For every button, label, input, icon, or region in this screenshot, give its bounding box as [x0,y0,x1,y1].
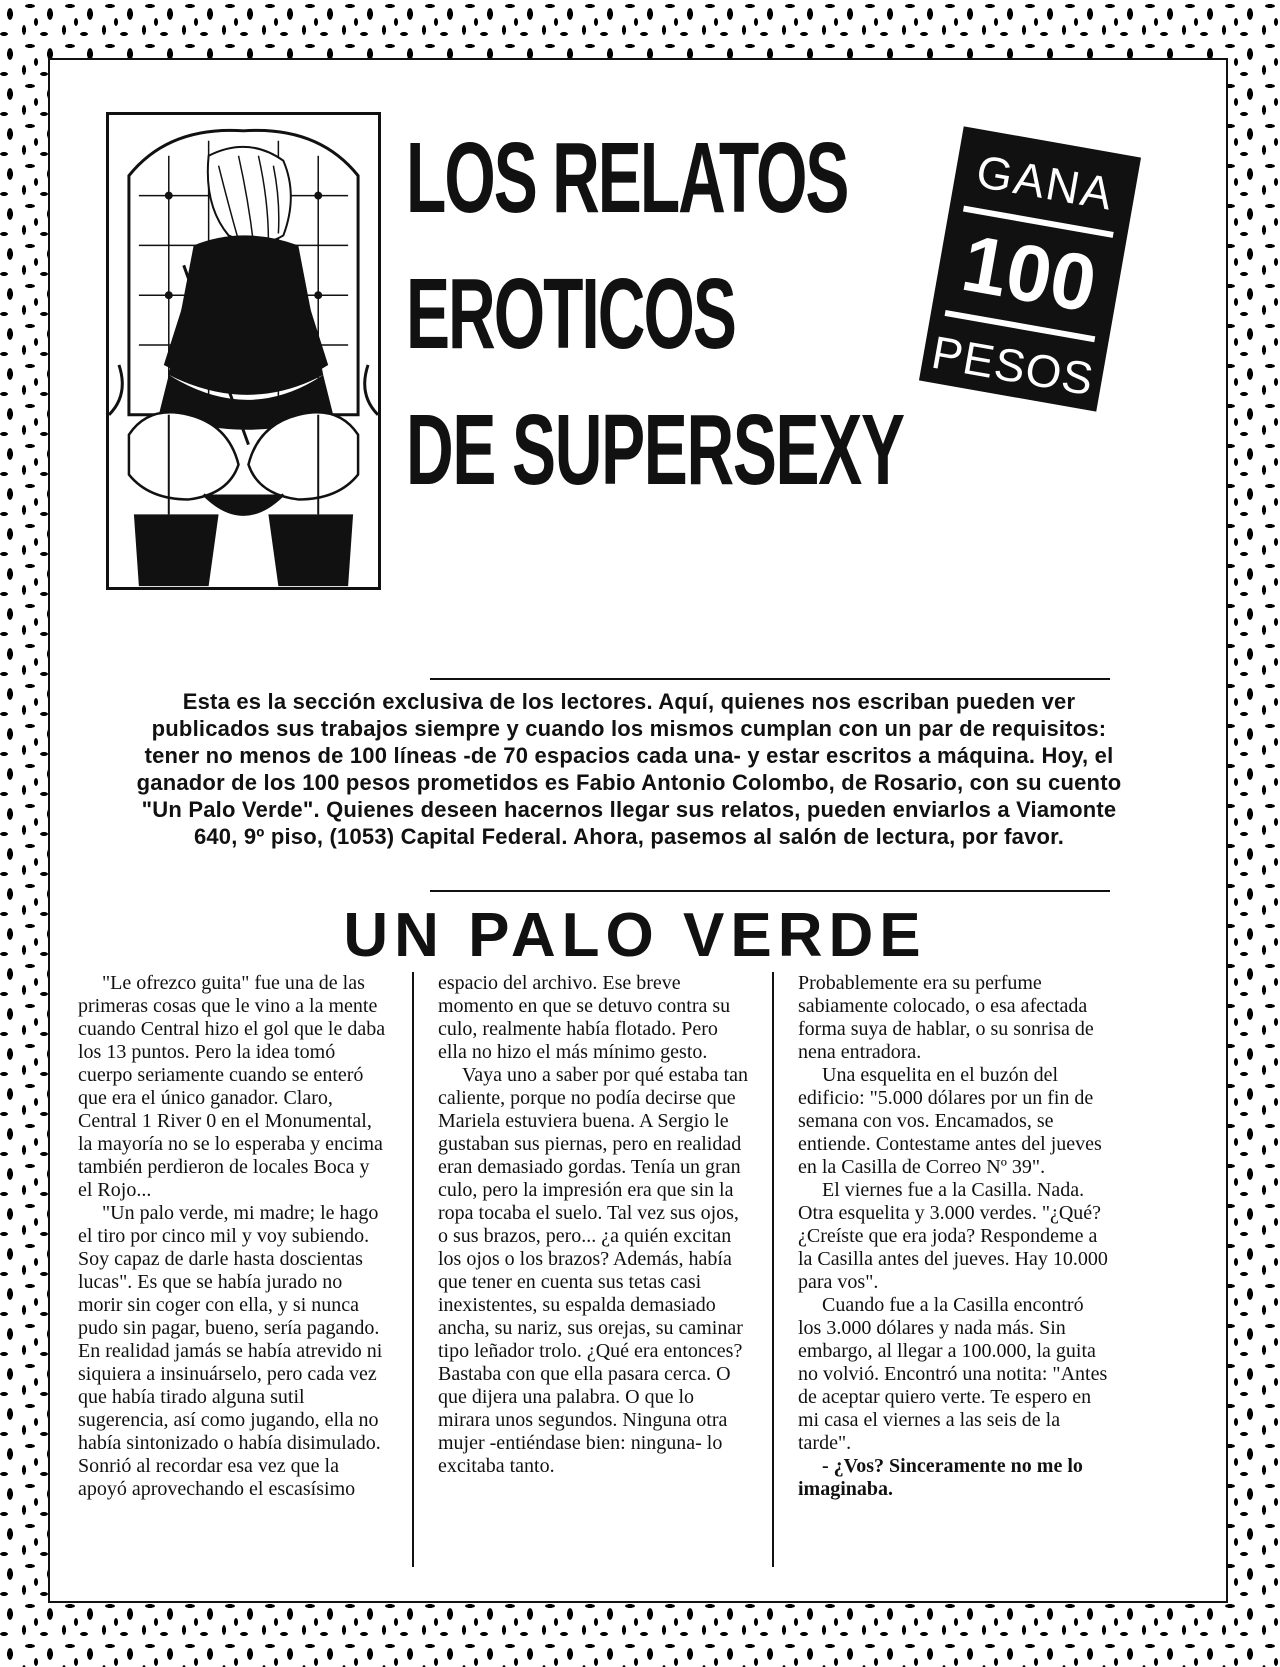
erotic-illustration [106,112,381,590]
story-column-2 [438,972,748,1478]
story-paragraph: "Un palo verde, mi madre; le hago el tiro por cinco mil y voy subiendo. Soy capaz de darle hasta doscientas lucas". Es que se había jurado no morir sin coger con ella, y si nunca pudo sin pagar, bueno, sería pagando. En realidad jamás se había atrevido ni siquiera a insinuárselo, pero cada vez que había tirado alguna sutil sugerencia, así como jugando, ella no había sintonizado o había disimulado. Sonrió al recordar esa vez que la apoyó aprovechando el escasísimo [78,1202,383,1500]
story-column-1 [78,972,388,1501]
title-line-3: DE SUPERSEXY [406,394,904,506]
column-divider [772,972,774,1567]
title-line-2: EROTICOS [406,258,735,370]
intro-bottom-rule [430,890,1110,892]
prize-badge [919,126,1141,411]
story-paragraph: Vaya uno a saber por qué estaba tan caliente, porque no podía decirse que Mariela estuviera buena. A Sergio le gustaban sus piernas, pero en realidad eran demasiado gordas. Tenía un gran culo, pero la impresión era que sin la ropa tocaba el suelo. Tal vez sus ojos, o sus brazos, pero... ¿a quién excitan los ojos o los brazos? Además, había que tener en cuenta sus tetas casi inexistentes, su espalda demasiado ancha, su nariz, sus orejas, su caminar tipo leñador trolo. ¿Qué era entonces? Bastaba con que ella pasara cerca. O que dijera una palabra. O que lo mirara unos segundos. Ninguna otra mujer -entiéndase bien: ninguna- lo excitaba tanto. [438,1064,748,1477]
title-line-1: LOS RELATOS [406,122,848,234]
story-paragraph: Cuando fue a la Casilla encontró los 3.000 dólares y nada más. Sin embargo, al llegar a 100.000, la guita no volvió. Encontró una notita: "Antes de aceptar quiero verte. Te espero en mi casa el viernes a las seis de la tarde". [798,1294,1108,1454]
story-paragraph: espacio del archivo. Ese breve momento en que se detuvo contra su culo, realmente había flotado. Pero ella no hizo el más mínimo gesto. [438,972,731,1063]
badge-top-text: GANA [972,144,1118,220]
badge-bottom-text: PESOS [927,325,1099,406]
page-frame [48,58,1228,1603]
story-paragraph: "Le ofrezco guita" fue una de las primeras cosas que le vino a la mente cuando Central hizo el gol que le daba los 13 puntos. Pero la idea tomó cuerpo seriamente cuando se enteró que era el único ganador. Claro, Central 1 River 0 en el Monumental, la mayoría no se lo esperaba y encima también perdieron de locales Boca y el Rojo... [78,972,386,1201]
story-paragraph: El viernes fue a la Casilla. Nada. Otra esquelita y 3.000 verdes. "¿Qué? ¿Creíste que era joda? Respondeme a la Casilla antes del jueves. Hay 10.000 para vos". [798,1179,1108,1293]
story-paragraph-closing: - ¿Vos? Sinceramente no me lo imaginaba. [798,1455,1083,1500]
story-title: UN PALO VERDE [343,901,927,970]
story-paragraph: Probablemente era su perfume sabiamente colocado, o esa afectada forma suya de hablar, o su sonrisa de nena entradora. [798,972,1094,1063]
badge-amount: 100 [955,218,1103,329]
intro-paragraph: Esta es la sección exclusiva de los lectores. Aquí, quienes nos escriban pueden ver publicados sus trabajos siempre y cuando los mismos cumplan con un par de requisitos: tener no menos de 100 líneas -de 70 espacios cada una- y estar escritos a máquina. Hoy, el ganador de los 100 pesos prometidos es Fabio Antonio Colombo, de Rosario, con su cuento "Un Palo Verde". Quienes deseen hacernos llegar sus relatos, pueden enviarlos a Viamonte 640, 9º piso, (1053) Capital Federal. Ahora, pasemos al salón de lectura, por favor. [136,689,1122,849]
story-column-3 [798,972,1108,1501]
column-divider [412,972,414,1567]
intro-top-rule [430,678,1110,680]
page-title [406,110,904,518]
story-paragraph: Una esquelita en el buzón del edificio: "5.000 dólares por un fin de semana con vos. Encamados, se entiende. Contestame antes del jueves en la Casilla de Correo Nº 39". [798,1064,1102,1178]
